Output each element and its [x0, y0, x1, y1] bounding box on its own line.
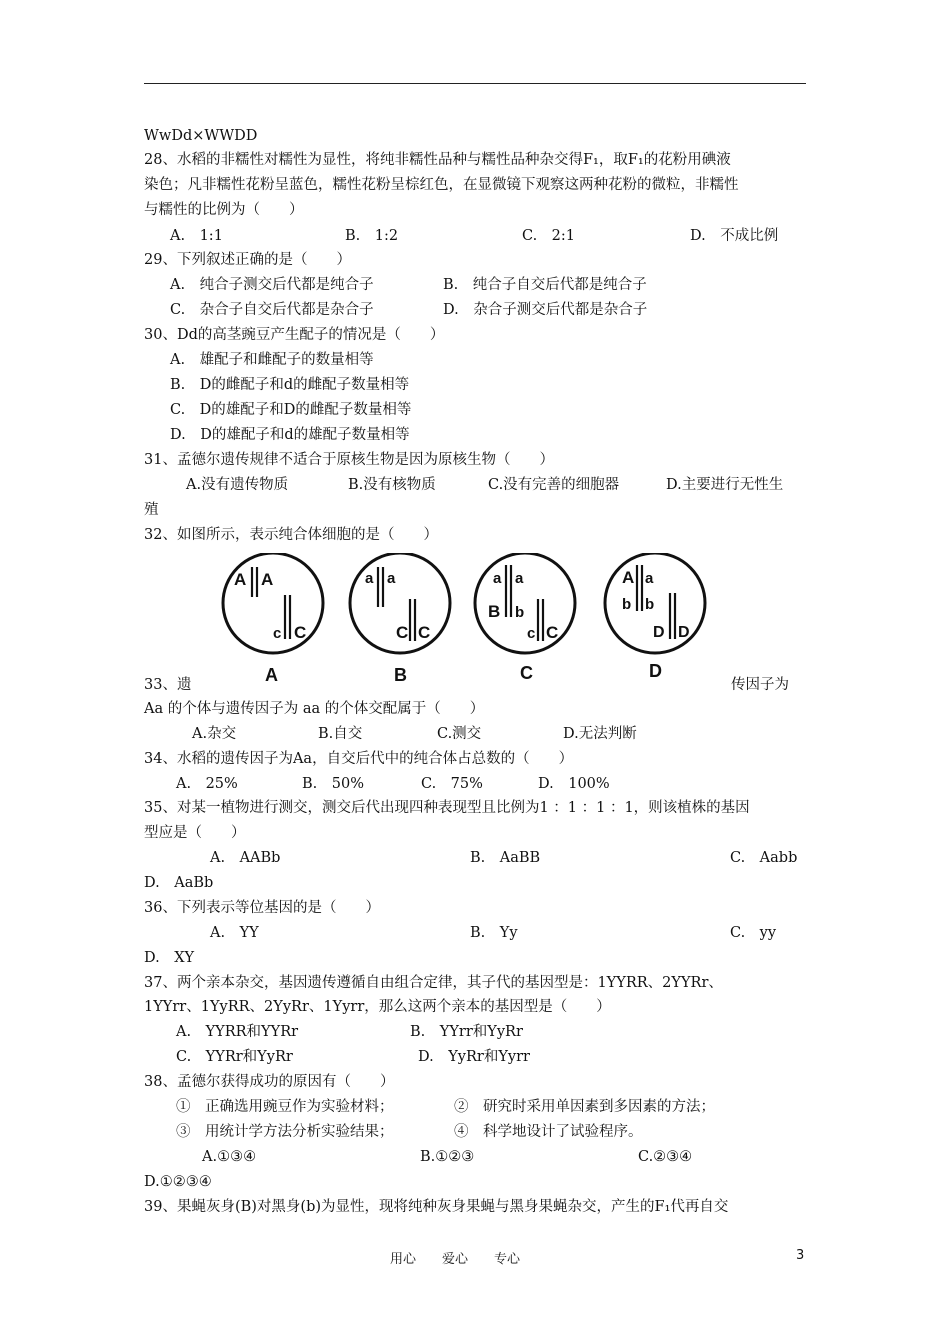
text-line: 染色；凡非糯性花粉呈蓝色，糯性花粉呈棕红色，在显微镜下观察这两种花粉的微粒，非糯性 [144, 177, 739, 193]
gene-label: a [387, 570, 396, 587]
gene-label: A [234, 570, 247, 589]
cell-b [350, 553, 450, 683]
gene-label: C [294, 623, 307, 642]
q38-item-2: ② 研究时采用单因素到多因素的方法； [454, 1099, 715, 1115]
gene-label: D [678, 624, 690, 641]
q33-option-b: B.自交 [318, 726, 363, 742]
q35-option-c: C. Aabb [730, 850, 798, 866]
cell-label: D [649, 661, 662, 681]
cell-d [605, 553, 705, 681]
page-number: 3 [796, 1248, 805, 1263]
gene-label: B [488, 602, 501, 621]
q36-option-d: D. XY [144, 950, 195, 966]
q28-option-a: A. 1:1 [170, 228, 223, 244]
question-31: 31、孟德尔遗传规律不适合于原核生物是因为原核生物（ ） [144, 452, 554, 468]
q36-option-b: B. Yy [470, 925, 518, 941]
q38-item-3: ③ 用统计学方法分析实验结果； [176, 1124, 394, 1140]
cell-label: A [265, 665, 278, 683]
gene-label: a [515, 570, 524, 587]
question-38: 38、孟德尔获得成功的原因有（ ） [144, 1074, 395, 1090]
q28-option-d: D. 不成比例 [690, 228, 779, 244]
footer-motto: 用心 爱心 专心 [390, 1252, 521, 1267]
q33-option-a: A.杂交 [192, 726, 237, 742]
q29-option-a: A. 纯合子测交后代都是纯合子 [170, 277, 374, 293]
q38-item-1: ① 正确选用豌豆作为实验材料； [176, 1099, 394, 1115]
gene-label: c [273, 625, 282, 642]
q29-option-b: B. 纯合子自交后代都是纯合子 [443, 277, 647, 293]
q31-option-b: B.没有核物质 [348, 477, 436, 493]
q36-option-c: C. yy [730, 925, 777, 941]
q31-option-a: A.没有遗传物质 [186, 477, 289, 493]
gene-label: b [645, 596, 655, 613]
cell-label: B [394, 665, 407, 683]
gene-label: C [396, 623, 409, 642]
text-line: 与糯性的比例为（ ） [144, 202, 304, 218]
cell-label: C [520, 663, 533, 683]
header-rule [144, 83, 806, 84]
question-28: 28、水稻的非糯性对糯性为显性，将纯非糯性品种与糯性品种杂交得F₁，取F₁的花粉用碘液 [144, 152, 731, 168]
question-35: 35、对某一植物进行测交，测交后代出现四种表现型且比例为1 ：1 ：1 ：1，则该植株的基因 [144, 800, 750, 816]
q37-option-a: A. YYRR和YYRr [176, 1024, 299, 1040]
q38-option-d: D.①②③④ [144, 1174, 212, 1190]
q34-option-c: C. 75% [421, 776, 483, 792]
q33-option-c: C.测交 [437, 726, 482, 742]
q31-option-d: D.主要进行无性生 [666, 477, 784, 493]
cell-c [475, 553, 575, 683]
q28-option-c: C. 2:1 [522, 228, 576, 244]
q30-option-b: B. D的雌配子和d的雌配子数量相等 [170, 377, 410, 393]
gene-label: A [622, 568, 635, 587]
question-33: 33、遗 [144, 677, 192, 693]
text-line: 1YYrr、1YyRR、2YyRr、1Yyrr，那么这两个亲本的基因型是（ ） [144, 999, 611, 1015]
text-line: WwDd×WWDD [144, 128, 258, 144]
q30-option-d: D. D的雄配子和d的雄配子数量相等 [170, 427, 410, 443]
cells-figure [212, 553, 732, 683]
gene-label: b [515, 604, 525, 621]
q30-option-c: C. D的雄配子和D的雌配子数量相等 [170, 402, 412, 418]
q37-option-c: C. YYRr和YyRr [176, 1049, 293, 1065]
q30-option-a: A. 雄配子和雌配子的数量相等 [170, 352, 374, 368]
q34-option-a: A. 25% [176, 776, 238, 792]
q35-option-b: B. AaBB [470, 850, 541, 866]
question-36: 36、下列表示等位基因的是（ ） [144, 900, 380, 916]
q34-option-b: B. 50% [302, 776, 364, 792]
question-37: 37、两个亲本杂交，基因遗传遵循自由组合定律，其子代的基因型是：1YYRR、2YYRr、 [144, 975, 723, 991]
q38-option-c: C.②③④ [638, 1149, 693, 1165]
gene-label: C [418, 623, 431, 642]
q35-option-a: A. AABb [210, 850, 281, 866]
question-32: 32、如图所示，表示纯合体细胞的是（ ） [144, 527, 438, 543]
gene-label: D [653, 624, 665, 641]
q33-option-d: D.无法判断 [563, 726, 637, 742]
question-29: 29、下列叙述正确的是（ ） [144, 252, 351, 268]
text-line: Aa 的个体与遗传因子为 aa 的个体交配属于（ ） [144, 701, 485, 717]
q37-option-b: B. YYrr和YyRr [410, 1024, 523, 1040]
gene-label: A [261, 570, 274, 589]
q35-option-d: D. AaBb [144, 875, 214, 891]
q29-option-c: C. 杂合子自交后代都是杂合子 [170, 302, 374, 318]
question-39: 39、果蝇灰身(B)对黑身(b)为显性，现将纯种灰身果蝇与黑身果蝇杂交，产生的F₁代再自交 [144, 1199, 729, 1215]
gene-label: C [546, 623, 559, 642]
q29-option-d: D. 杂合子测交后代都是杂合子 [443, 302, 648, 318]
q36-option-a: A. YY [210, 925, 259, 941]
text-line: 殖 [144, 502, 159, 518]
gene-label: a [365, 570, 374, 587]
q38-option-b: B.①②③ [420, 1149, 475, 1165]
text-line: 型应是（ ） [144, 825, 246, 841]
q38-item-4: ④ 科学地设计了试验程序。 [454, 1124, 643, 1140]
question-30: 30、Dd的高茎豌豆产生配子的情况是（ ） [144, 327, 445, 343]
cell-a [223, 553, 323, 683]
q31-option-c: C.没有完善的细胞器 [488, 477, 620, 493]
gene-label: b [622, 596, 632, 613]
q37-option-d: D. YyRr和Yyrr [418, 1049, 530, 1065]
gene-label: a [645, 570, 654, 587]
text-line: 传因子为 [731, 677, 789, 693]
q38-option-a: A.①③④ [202, 1149, 257, 1165]
gene-label: a [493, 570, 502, 587]
q28-option-b: B. 1:2 [345, 228, 399, 244]
gene-label: c [527, 625, 536, 642]
q34-option-d: D. 100% [538, 776, 610, 792]
question-34: 34、水稻的遗传因子为Aa，自交后代中的纯合体占总数的（ ） [144, 751, 574, 767]
